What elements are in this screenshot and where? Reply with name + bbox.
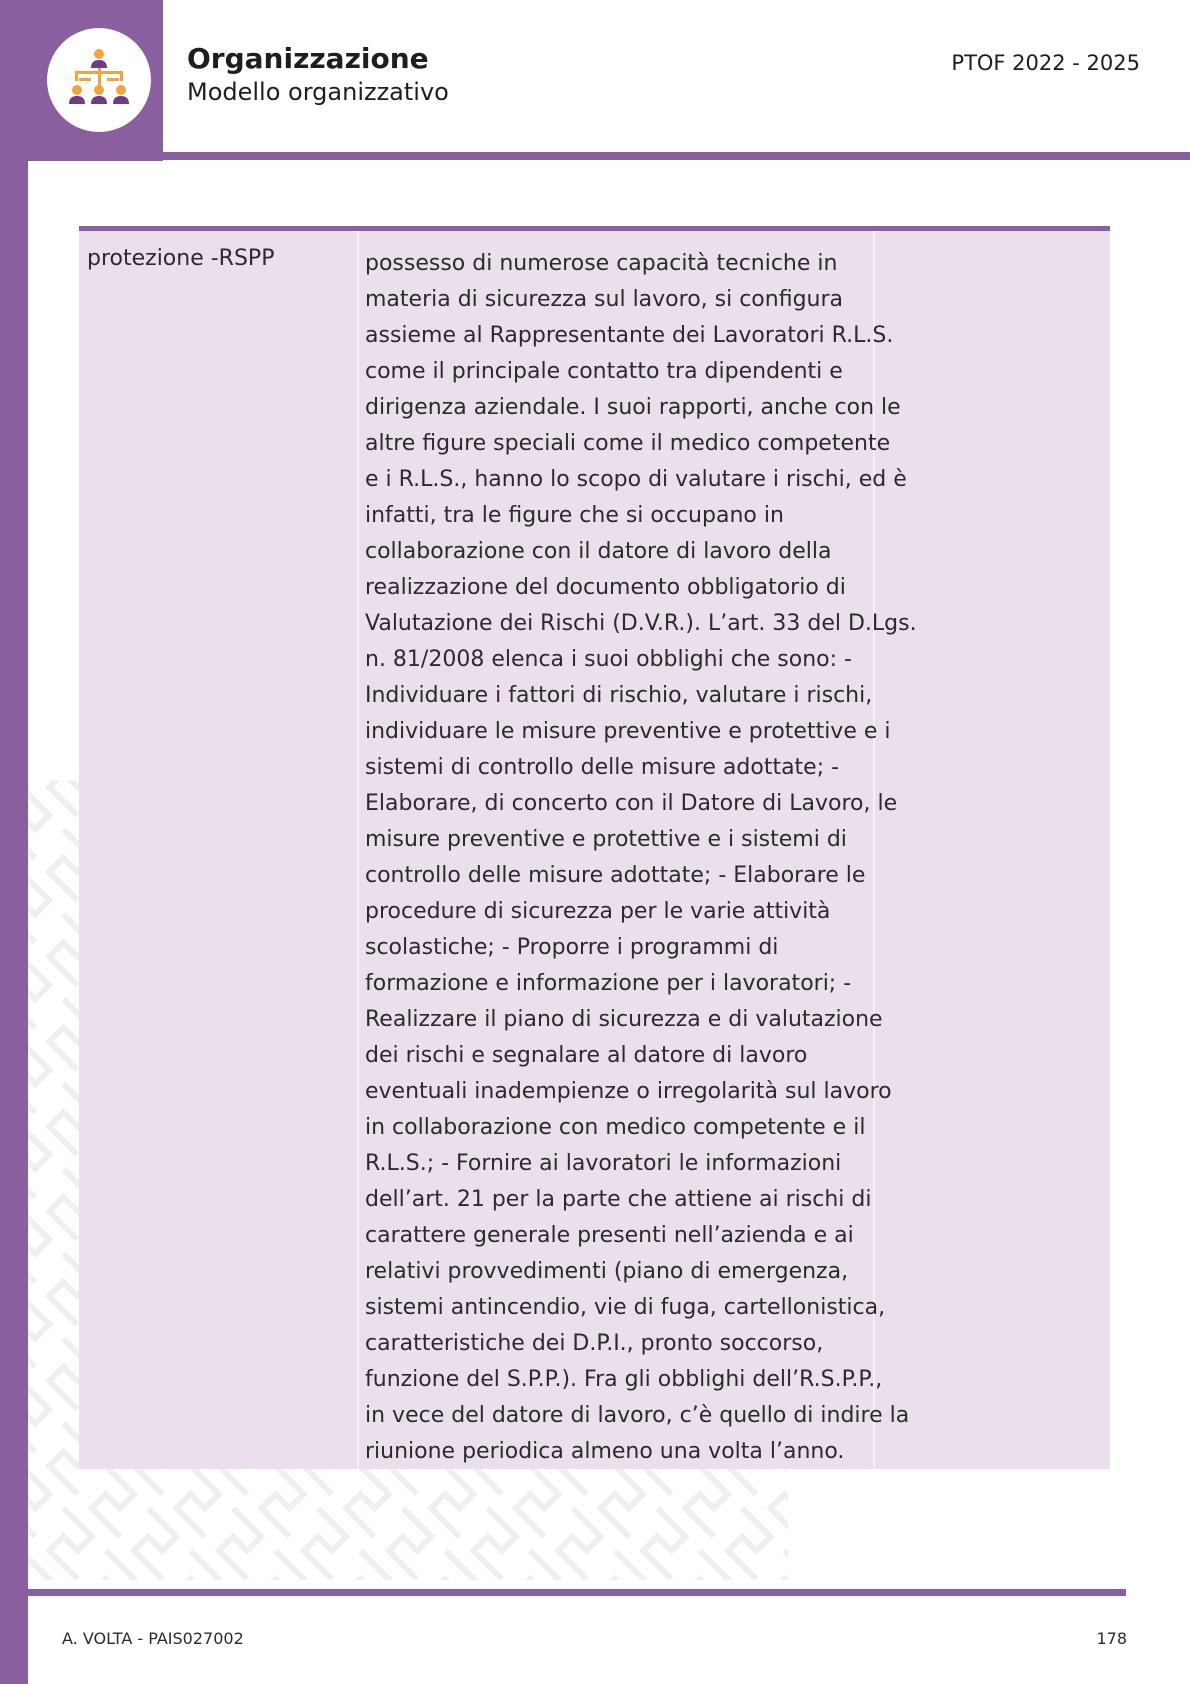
description-line: individuare le misure preventive e protettive e i	[365, 719, 891, 744]
org-chart-icon	[67, 46, 131, 110]
page-subtitle: Modello organizzativo	[187, 78, 449, 106]
description-line: realizzazione del documento obbligatorio di	[365, 575, 846, 600]
description-line: misure preventive e protettive e i sistemi di	[365, 827, 847, 852]
description-line: possesso di numerose capacità tecniche in	[365, 251, 838, 276]
description-line: Valutazione dei Rischi (D.V.R.). L’art. 33 del D.Lgs.	[365, 611, 917, 636]
description-line: dell’art. 21 per la parte che attiene ai rischi di	[365, 1187, 872, 1212]
description-line: assieme al Rappresentante dei Lavoratori R.L.S.	[365, 323, 894, 348]
description-line: riunione periodica almeno una volta l’anno.	[365, 1439, 845, 1464]
description-line: caratteristiche dei D.P.I., pronto soccorso,	[365, 1331, 824, 1356]
description-line: relativi provvedimenti (piano di emergenza,	[365, 1259, 849, 1284]
description-line: collaborazione con il datore di lavoro della	[365, 539, 832, 564]
description-line: controllo delle misure adottate; - Elaborare le	[365, 863, 866, 888]
footer-school-code: A. VOLTA - PAIS027002	[62, 1629, 244, 1648]
description-line: eventuali inadempienze o irregolarità sul lavoro	[365, 1079, 892, 1104]
description-line: Realizzare il piano di sicurezza e di valutazione	[365, 1007, 883, 1032]
description-line: Individuare i fattori di rischio, valutare i rischi,	[365, 683, 873, 708]
description-line: Elaborare, di concerto con il Datore di Lavoro, le	[365, 791, 898, 816]
left-accent-bar	[0, 0, 28, 1684]
description-line: funzione del S.P.P.). Fra gli obblighi dell’R.S.P.P.,	[365, 1367, 883, 1392]
page-number: 178	[1096, 1629, 1127, 1648]
description-line: R.L.S.; - Fornire ai lavoratori le informazioni	[365, 1151, 842, 1176]
description-line: e i R.L.S., hanno lo scopo di valutare i rischi, ed è	[365, 467, 907, 492]
description-line: formazione e informazione per i lavoratori; -	[365, 971, 852, 996]
description-line: dirigenza aziendale. I suoi rapporti, anche con le	[365, 395, 901, 420]
description-line: dei rischi e segnalare al datore di lavoro	[365, 1043, 808, 1068]
header-divider	[28, 152, 1190, 160]
description-line: in collaborazione con medico competente e il	[365, 1115, 866, 1140]
description-line: scolastiche; - Proporre i programmi di	[365, 935, 779, 960]
page-title: Organizzazione	[187, 42, 429, 75]
footer-divider	[28, 1589, 1126, 1596]
ptof-label: PTOF 2022 - 2025	[951, 51, 1140, 75]
description-line: carattere generale presenti nell’azienda e ai	[365, 1223, 854, 1248]
description-line: sistemi antincendio, vie di fuga, cartellonistica,	[365, 1295, 886, 1320]
description-line: altre figure speciali come il medico competente	[365, 431, 891, 456]
description-line: infatti, tra le figure che si occupano in	[365, 503, 784, 528]
logo-badge	[47, 28, 151, 132]
description-line: sistemi di controllo delle misure adottate; -	[365, 755, 840, 780]
table-cell-role: protezione -RSPP	[87, 246, 275, 271]
description-line: n. 81/2008 elenca i suoi obblighi che sono: -	[365, 647, 852, 672]
table-cell-description	[365, 246, 917, 1470]
column-separator	[357, 231, 359, 1469]
header-logo-block	[0, 0, 163, 161]
description-line: in vece del datore di lavoro, c’è quello di indire la	[365, 1403, 910, 1428]
description-line: materia di sicurezza sul lavoro, si configura	[365, 287, 844, 312]
description-line: come il principale contatto tra dipendenti e	[365, 359, 843, 384]
description-line: procedure di sicurezza per le varie attività	[365, 899, 831, 924]
